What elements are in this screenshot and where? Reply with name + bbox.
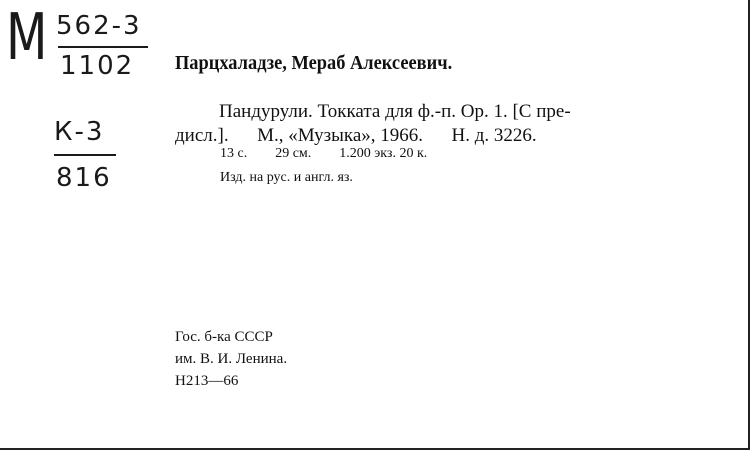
shelf-code-top-denominator: 1102 [60, 51, 135, 81]
library-imprint [175, 326, 287, 392]
handwritten-mark: М [6, 1, 49, 75]
library-line-3: Н213—66 [175, 373, 239, 389]
shelf-code-top-numerator: 562-3 [56, 11, 142, 41]
shelf-code-top-divider [58, 46, 148, 48]
physical-description: 13 с. 29 см. 1.200 экз. 20 к. [220, 146, 428, 161]
title-line-1: Пандурули. Токката для ф.-п. Ор. 1. [С пре- [219, 101, 571, 122]
shelf-code-bottom-numerator: К-3 [54, 117, 105, 147]
language-note: Изд. на рус. и англ. яз. [220, 170, 353, 185]
title-block [175, 100, 715, 148]
library-line-1: Гос. б-ка СССР [175, 329, 273, 345]
author-heading: Парцхаладзе, Мераб Алексеевич. [175, 52, 453, 74]
shelf-code-bottom-divider [54, 154, 116, 156]
title-line-2: дисл.]. М., «Музыка», 1966. Н. д. 3226. [175, 125, 537, 146]
shelf-code-bottom-denominator: 816 [56, 163, 112, 193]
library-line-2: им. В. И. Ленина. [175, 351, 288, 367]
